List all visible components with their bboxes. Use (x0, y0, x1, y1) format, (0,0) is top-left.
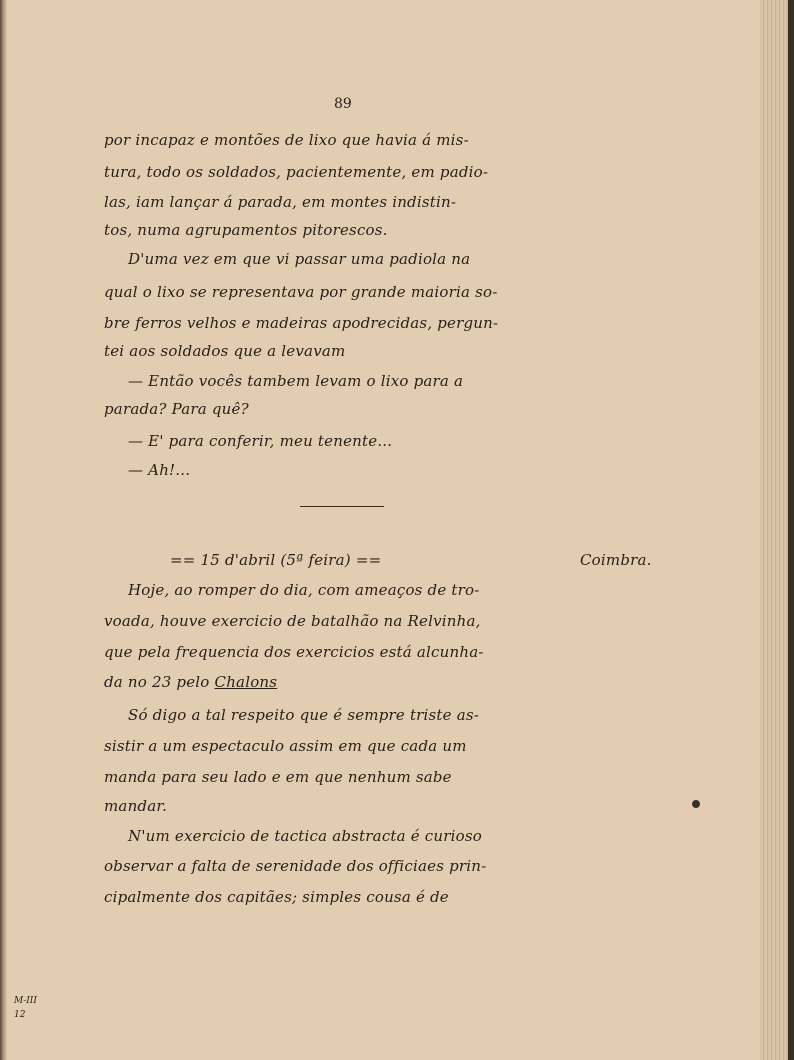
text-line: las, iam lançar á parada, em montes indistin- (104, 193, 457, 211)
entry-place: Coimbra. (580, 551, 652, 569)
page-stack-shadow (788, 0, 794, 1060)
text-line: tos, numa agrupamentos pitorescos. (104, 221, 388, 239)
page-number: 89 (334, 96, 352, 112)
dialogue-line: — Então vocês tambem levam o lixo para a (128, 372, 464, 390)
text-line: Hoje, ao romper do dia, com ameaços de tro- (128, 581, 480, 599)
text-line: qual o lixo se representava por grande maioria so- (104, 283, 498, 301)
text-line: D'uma vez em que vi passar uma padiola na (128, 250, 471, 268)
underlined-word: Chalons (214, 673, 278, 691)
text-line: sistir a um espectaculo assim em que cada um (104, 737, 467, 755)
section-divider (300, 506, 384, 507)
text-line: manda para seu lado e em que nenhum sabe (104, 768, 452, 786)
text-line: mandar. (104, 797, 168, 815)
text-line: N'um exercicio de tactica abstracta é curioso (128, 827, 482, 845)
text-line: cipalmente dos capitães; simples cousa é de (104, 888, 449, 906)
text-line: Só digo a tal respeito que é sempre triste as- (128, 706, 480, 724)
text-line: bre ferros velhos e madeiras apodrecidas, pergun- (104, 314, 499, 332)
text-line: voada, houve exercicio de batalhão na Relvinha, (104, 612, 481, 630)
text-line (104, 673, 277, 691)
text-line: que pela frequencia dos exercicios está alcunha- (104, 643, 484, 661)
page-binding-edge (0, 0, 7, 1060)
text-fragment: da no 23 pelo (104, 673, 210, 691)
text-line: por incapaz e montões de lixo que havia á mis- (104, 131, 469, 149)
dialogue-line: — E' para conferir, meu tenente... (128, 432, 393, 450)
dialogue-line: — Ah!... (128, 461, 191, 479)
entry-date: == 15 d'abril (5ª feira) == (170, 551, 382, 569)
text-line: observar a falta de serenidade dos officiaes prin- (104, 857, 487, 875)
page-stack-edge (760, 0, 794, 1060)
text-line: tura, todo os soldados, pacientemente, em padio- (104, 163, 489, 181)
ink-blot (692, 800, 700, 808)
text-line: tei aos soldados que a levavam (104, 342, 346, 360)
dialogue-line: parada? Para quê? (104, 400, 249, 418)
margin-note: M-III (14, 996, 37, 1006)
margin-note: 12 (14, 1010, 26, 1020)
